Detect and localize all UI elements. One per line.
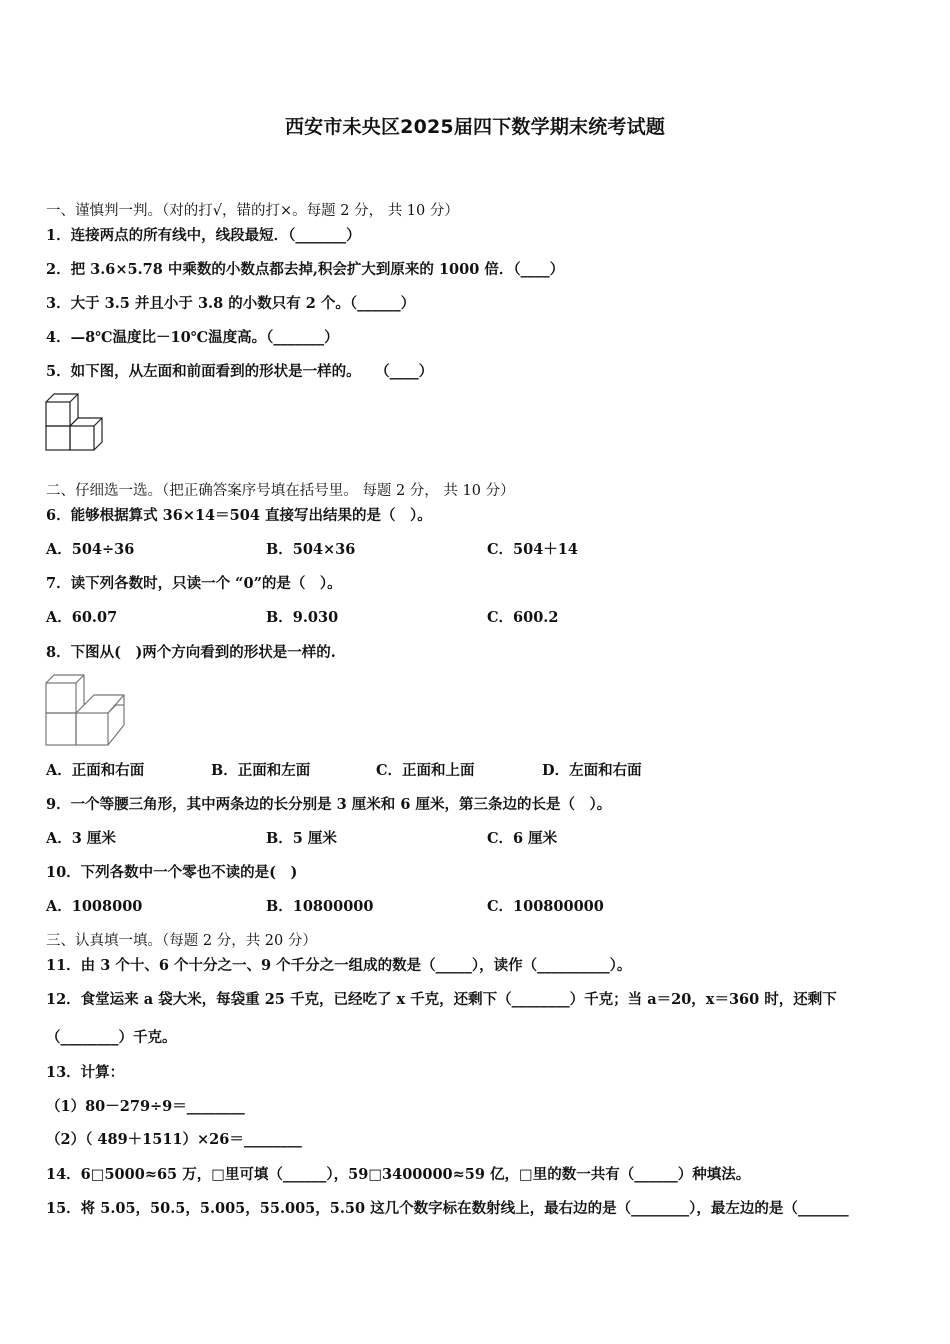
question-12-line-1: 12．食堂运来 a 袋大米，每袋重 25 千克，已经吃了 x 千克，还剩下（________）千克；当 a＝20，x＝360 时，还剩下 (46, 991, 837, 1008)
question-4: 4．—8℃温度比－10℃温度高。（_______） (46, 329, 339, 346)
q10-option-c: C．100800000 (487, 898, 604, 915)
question-7: 7．读下列各数时，只读一个 “0”的是（ ）。 (46, 575, 342, 592)
q9-option-a: A．3 厘米 (46, 830, 116, 847)
question-14: 14．6□5000≈65 万，□里可填（______），59□3400000≈59 亿，□里的数一共有（______）种填法。 (46, 1166, 751, 1183)
q6-option-c: C．504＋14 (487, 541, 578, 558)
question-8: 8．下图从( )两个方向看到的形状是一样的. (46, 644, 336, 661)
q8-option-c: C．正面和上面 (376, 762, 475, 779)
section-3-heading: 三、认真填一填。（每题 2 分，共 20 分） (46, 933, 317, 949)
question-13-part-1: （1）80－279÷9＝________ (46, 1098, 245, 1115)
question-11: 11．由 3 个十、6 个十分之一、9 个千分之一组成的数是（_____），读作（__________）。 (46, 957, 632, 974)
question-12-line-2: （________）千克。 (46, 1029, 177, 1046)
q8-option-b: B．正面和左面 (211, 762, 311, 779)
question-3: 3．大于 3.5 并且小于 3.8 的小数只有 2 个。（______） (46, 295, 416, 312)
question-1: 1．连接两点的所有线中，线段最短．（_______） (46, 227, 361, 244)
cube-stack-figure-q5 (44, 392, 106, 454)
q7-option-b: B．9.030 (266, 609, 339, 626)
q9-option-b: B．5 厘米 (266, 830, 337, 847)
q6-option-b: B．504×36 (266, 541, 356, 558)
question-13-part-2: （2）（ 489＋1511）×26＝________ (46, 1131, 302, 1148)
question-9: 9．一个等腰三角形，其中两条边的长分别是 3 厘米和 6 厘米，第三条边的长是（ ）。 (46, 796, 612, 813)
question-13: 13．计算： (46, 1064, 125, 1081)
q8-option-a: A．正面和右面 (46, 762, 145, 779)
q6-option-a: A．504÷36 (46, 541, 135, 558)
question-5: 5．如下图，从左面和前面看到的形状是一样的。 （____） (46, 363, 434, 380)
question-2: 2．把 3.6×5.78 中乘数的小数点都去掉,积会扩大到原来的 1000 倍．（____） (46, 261, 565, 278)
question-10: 10．下列各数中一个零也不读的是( ) (46, 864, 298, 881)
question-6: 6．能够根据算式 36×14＝504 直接写出结果的是（ ）。 (46, 507, 432, 524)
question-15: 15．将 5.05，50.5，5.005，55.005，5.50 这几个数字标在数射线上，最右边的是（________），最左边的是（_______ (46, 1200, 849, 1217)
section-2-heading: 二、仔细选一选。（把正确答案序号填在括号里。 每题 2 分， 共 10 分） (46, 483, 515, 499)
page-title: 西安市未央区2025届四下数学期末统考试题 (284, 116, 666, 138)
q9-option-c: C．6 厘米 (487, 830, 558, 847)
q10-option-b: B．10800000 (266, 898, 374, 915)
section-1-heading: 一、谨慎判一判。（对的打√，错的打×。每题 2 分， 共 10 分） (46, 203, 459, 219)
q7-option-a: A．60.07 (46, 609, 118, 626)
cube-group-figure-q8 (44, 673, 132, 749)
q8-option-d: D．左面和右面 (542, 762, 642, 779)
q10-option-a: A．1008000 (46, 898, 143, 915)
q7-option-c: C．600.2 (487, 609, 559, 626)
